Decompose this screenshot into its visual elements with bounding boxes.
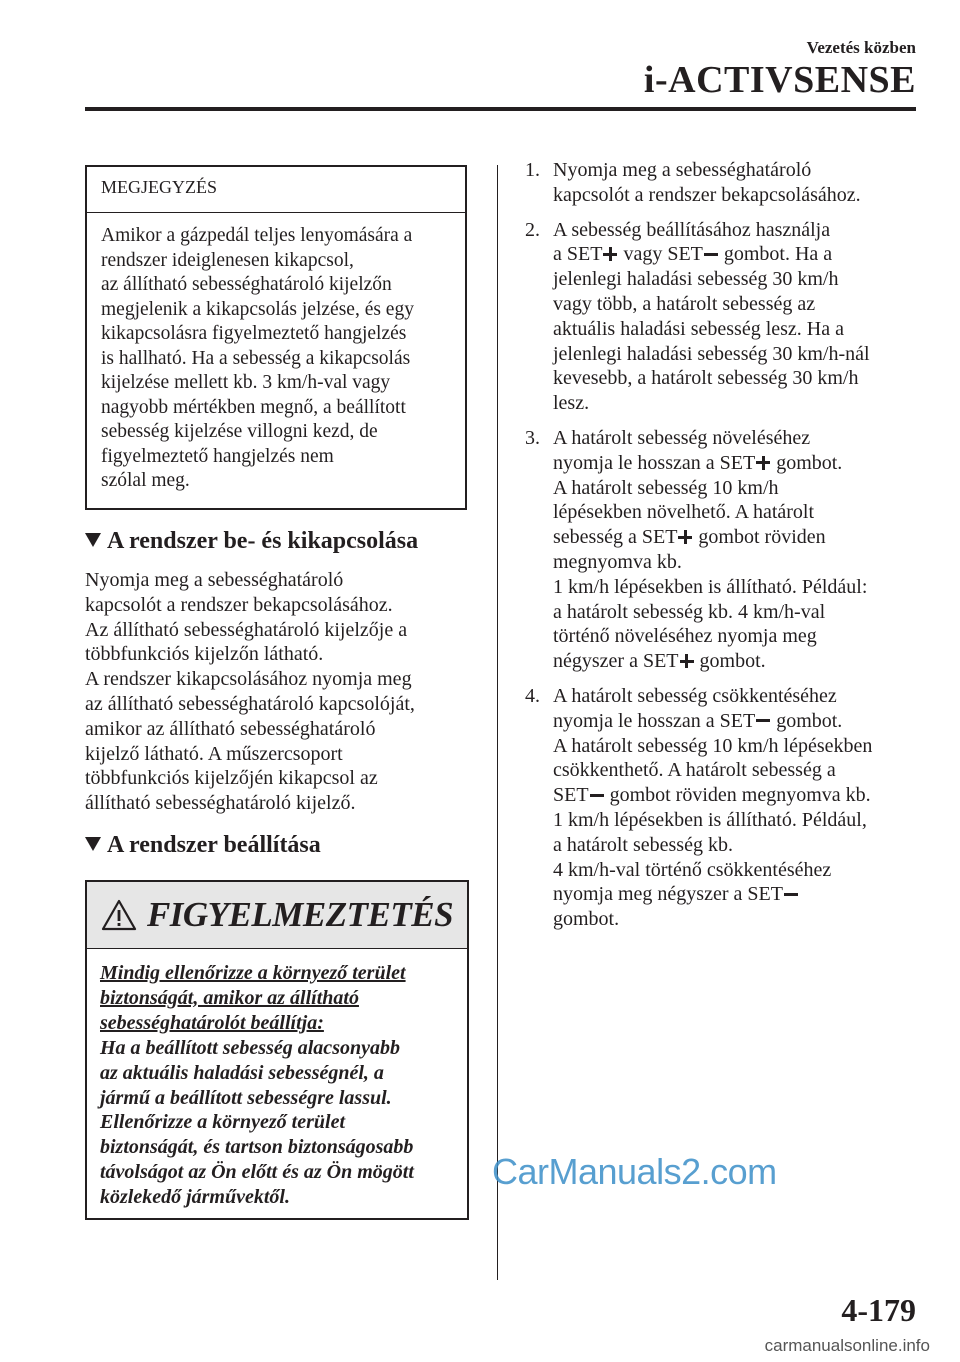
body-line: állítható sebességhatároló kijelző. xyxy=(85,792,356,815)
warning-line: Ellenőrizze a környező terület xyxy=(100,1111,346,1134)
step-line: 4 km/h-val történő csökkentéséhez xyxy=(553,858,832,881)
step-line: a határolt sebesség kb. xyxy=(553,833,733,856)
note-line: nagyobb mértékben megnő, a beállított xyxy=(101,396,406,418)
step-line: 1 km/h lépésekben is állítható. Például: xyxy=(553,575,868,598)
step-line: sebesség a SET gombot röviden xyxy=(553,526,826,549)
header-divider xyxy=(85,107,916,111)
note-line: is hallható. Ha a sebesség a kikapcsolás xyxy=(101,347,411,369)
triangle-bullet-icon xyxy=(85,837,101,851)
triangle-bullet-icon xyxy=(85,533,101,547)
step-line: történő növeléséhez nyomja meg xyxy=(553,625,817,648)
note-body xyxy=(87,213,465,494)
step-line: SET gombot röviden megnyomva kb. xyxy=(553,784,871,807)
plus-icon xyxy=(756,456,770,470)
section-heading-text: A rendszer beállítása xyxy=(107,832,321,858)
minus-icon xyxy=(784,887,798,901)
step-line: A határolt sebesség növeléséhez xyxy=(553,426,811,449)
warning-line: biztonságát, és tartson biztonságosabb xyxy=(100,1136,414,1159)
column-divider xyxy=(497,165,498,1280)
warning-line: jármű a beállított sebességre lassul. xyxy=(100,1086,392,1109)
watermark-logo: CarManuals2.com xyxy=(492,1151,777,1192)
step-line: nyomja meg négyszer a SET xyxy=(553,882,872,907)
body-line: az állítható sebességhatároló kapcsolóját, xyxy=(85,692,415,715)
minus-icon xyxy=(590,788,604,802)
step-item xyxy=(525,426,872,674)
note-line: figyelmeztető hangjelzés nem xyxy=(101,445,334,467)
step-line: Nyomja meg a sebességhatároló xyxy=(553,159,812,181)
warning-line: az aktuális haladási sebességnél, a xyxy=(100,1061,384,1084)
step-line: lépésekben növelhető. A határolt xyxy=(553,501,815,524)
note-box xyxy=(85,165,467,510)
minus-icon xyxy=(704,247,718,261)
step-line: kevesebb, a határolt sebesség 30 km/h xyxy=(553,367,859,390)
footer-site-link[interactable]: carmanualsonline.info xyxy=(764,1336,930,1355)
note-line: sebesség kijelzése villogni kezd, de xyxy=(101,421,378,442)
step-line: megnyomva kb. xyxy=(553,550,682,573)
step-number: 4. xyxy=(525,684,540,707)
step-line: A határolt sebesség 10 km/h xyxy=(553,476,779,499)
step-line: A sebesség beállításához használja xyxy=(553,218,831,241)
body-line: kapcsolót a rendszer bekapcsolásához. xyxy=(85,593,393,616)
step-item xyxy=(525,218,872,416)
step-line: a határolt sebesség kb. 4 km/h-val xyxy=(553,600,826,623)
note-line: Amikor a gázpedál teljes lenyomására a xyxy=(101,225,413,246)
warning-line: közlekedő járművektől. xyxy=(100,1186,290,1209)
note-line: kikapcsolásra figyelmeztető hangjelzés xyxy=(101,323,407,344)
body-line: amikor az állítható sebességhatároló xyxy=(85,717,376,740)
section-on-off-body xyxy=(85,568,415,816)
warning-triangle-icon xyxy=(101,899,137,931)
step-text xyxy=(553,684,872,932)
step-text xyxy=(553,158,861,208)
step-number: 1. xyxy=(525,159,540,181)
body-line: Nyomja meg a sebességhatároló xyxy=(85,569,344,591)
section-heading-text: A rendszer be- és kikapcsolása xyxy=(107,528,419,554)
warning-line: Ha a beállított sebesség alacsonyabb xyxy=(100,1036,400,1059)
step-line: A határolt sebesség 10 km/h lépésekben xyxy=(553,734,873,757)
step-line: nyomja le hosszan a SET gombot. xyxy=(553,709,843,732)
body-line: A rendszer kikapcsolásához nyomja meg xyxy=(85,668,412,691)
minus-icon xyxy=(756,714,770,728)
step-line: vagy több, a határolt sebesség az xyxy=(553,292,816,315)
section-heading-on-off xyxy=(85,528,418,555)
note-line: az állítható sebességhatároló kijelzőn xyxy=(101,274,392,295)
steps-list xyxy=(525,158,872,932)
note-line: szólal meg. xyxy=(101,470,190,491)
step-line: lesz. xyxy=(553,392,590,415)
warning-line: távolságot az Ön előtt és az Ön mögött xyxy=(100,1161,414,1184)
step-number: 2. xyxy=(525,218,540,241)
step-line: csökkenthető. A határolt sebesség a xyxy=(553,759,836,782)
body-line: többfunkciós kijelzőjén kikapcsol az xyxy=(85,767,378,790)
body-line: többfunkciós kijelzőn látható. xyxy=(85,643,324,666)
body-line: Az állítható sebességhatároló kijelzője a xyxy=(85,618,408,641)
chapter-title: i-ACTIVSENSE xyxy=(643,59,916,101)
warning-emphasis-line: sebességhatárolót beállítja: xyxy=(100,1011,324,1034)
warning-body xyxy=(87,949,467,1210)
step-line: gombot. xyxy=(553,908,620,931)
note-line: kijelzése mellett kb. 3 km/h-val vagy xyxy=(101,372,391,393)
step-line: aktuális haladási sebesség lesz. Ha a xyxy=(553,317,845,340)
step-line: négyszer a SET gombot. xyxy=(553,650,766,673)
step-text xyxy=(553,218,870,416)
step-line: kapcsolót a rendszer bekapcsolásához. xyxy=(553,183,861,206)
plus-icon xyxy=(678,530,692,544)
step-line: nyomja le hosszan a SET gombot. xyxy=(553,451,843,474)
step-item xyxy=(525,158,872,208)
section-title: Vezetés közben xyxy=(806,38,916,57)
warning-emphasis-line: biztonságát, amikor az állítható xyxy=(100,986,359,1009)
step-line: a SET vagy SET gombot. Ha a xyxy=(553,243,833,266)
warning-box xyxy=(85,880,469,1220)
step-number: 3. xyxy=(525,426,540,449)
warning-title: FIGYELMEZTETÉS xyxy=(146,895,454,934)
warning-emphasis-line: Mindig ellenőrizze a környező terület xyxy=(100,962,406,984)
step-item xyxy=(525,684,872,932)
note-heading: MEGJEGYZÉS xyxy=(87,167,465,213)
step-line: A határolt sebesség csökkentéséhez xyxy=(553,684,837,707)
section-heading-settings xyxy=(85,832,321,859)
page-number: 4-179 xyxy=(841,1292,916,1328)
warning-header xyxy=(87,882,467,949)
step-line: jelenlegi haladási sebesség 30 km/h-nál xyxy=(553,342,870,365)
step-text xyxy=(553,426,867,674)
note-line: megjelenik a kikapcsolás jelzése, és egy xyxy=(101,298,414,320)
body-line: kijelző látható. A műszercsoport xyxy=(85,742,343,765)
plus-icon xyxy=(603,247,617,261)
note-line: rendszer ideiglenesen kikapcsol, xyxy=(101,249,354,271)
plus-icon xyxy=(680,654,694,668)
step-line: 1 km/h lépésekben is állítható. Például, xyxy=(553,808,867,831)
step-line: jelenlegi haladási sebesség 30 km/h xyxy=(553,268,839,291)
